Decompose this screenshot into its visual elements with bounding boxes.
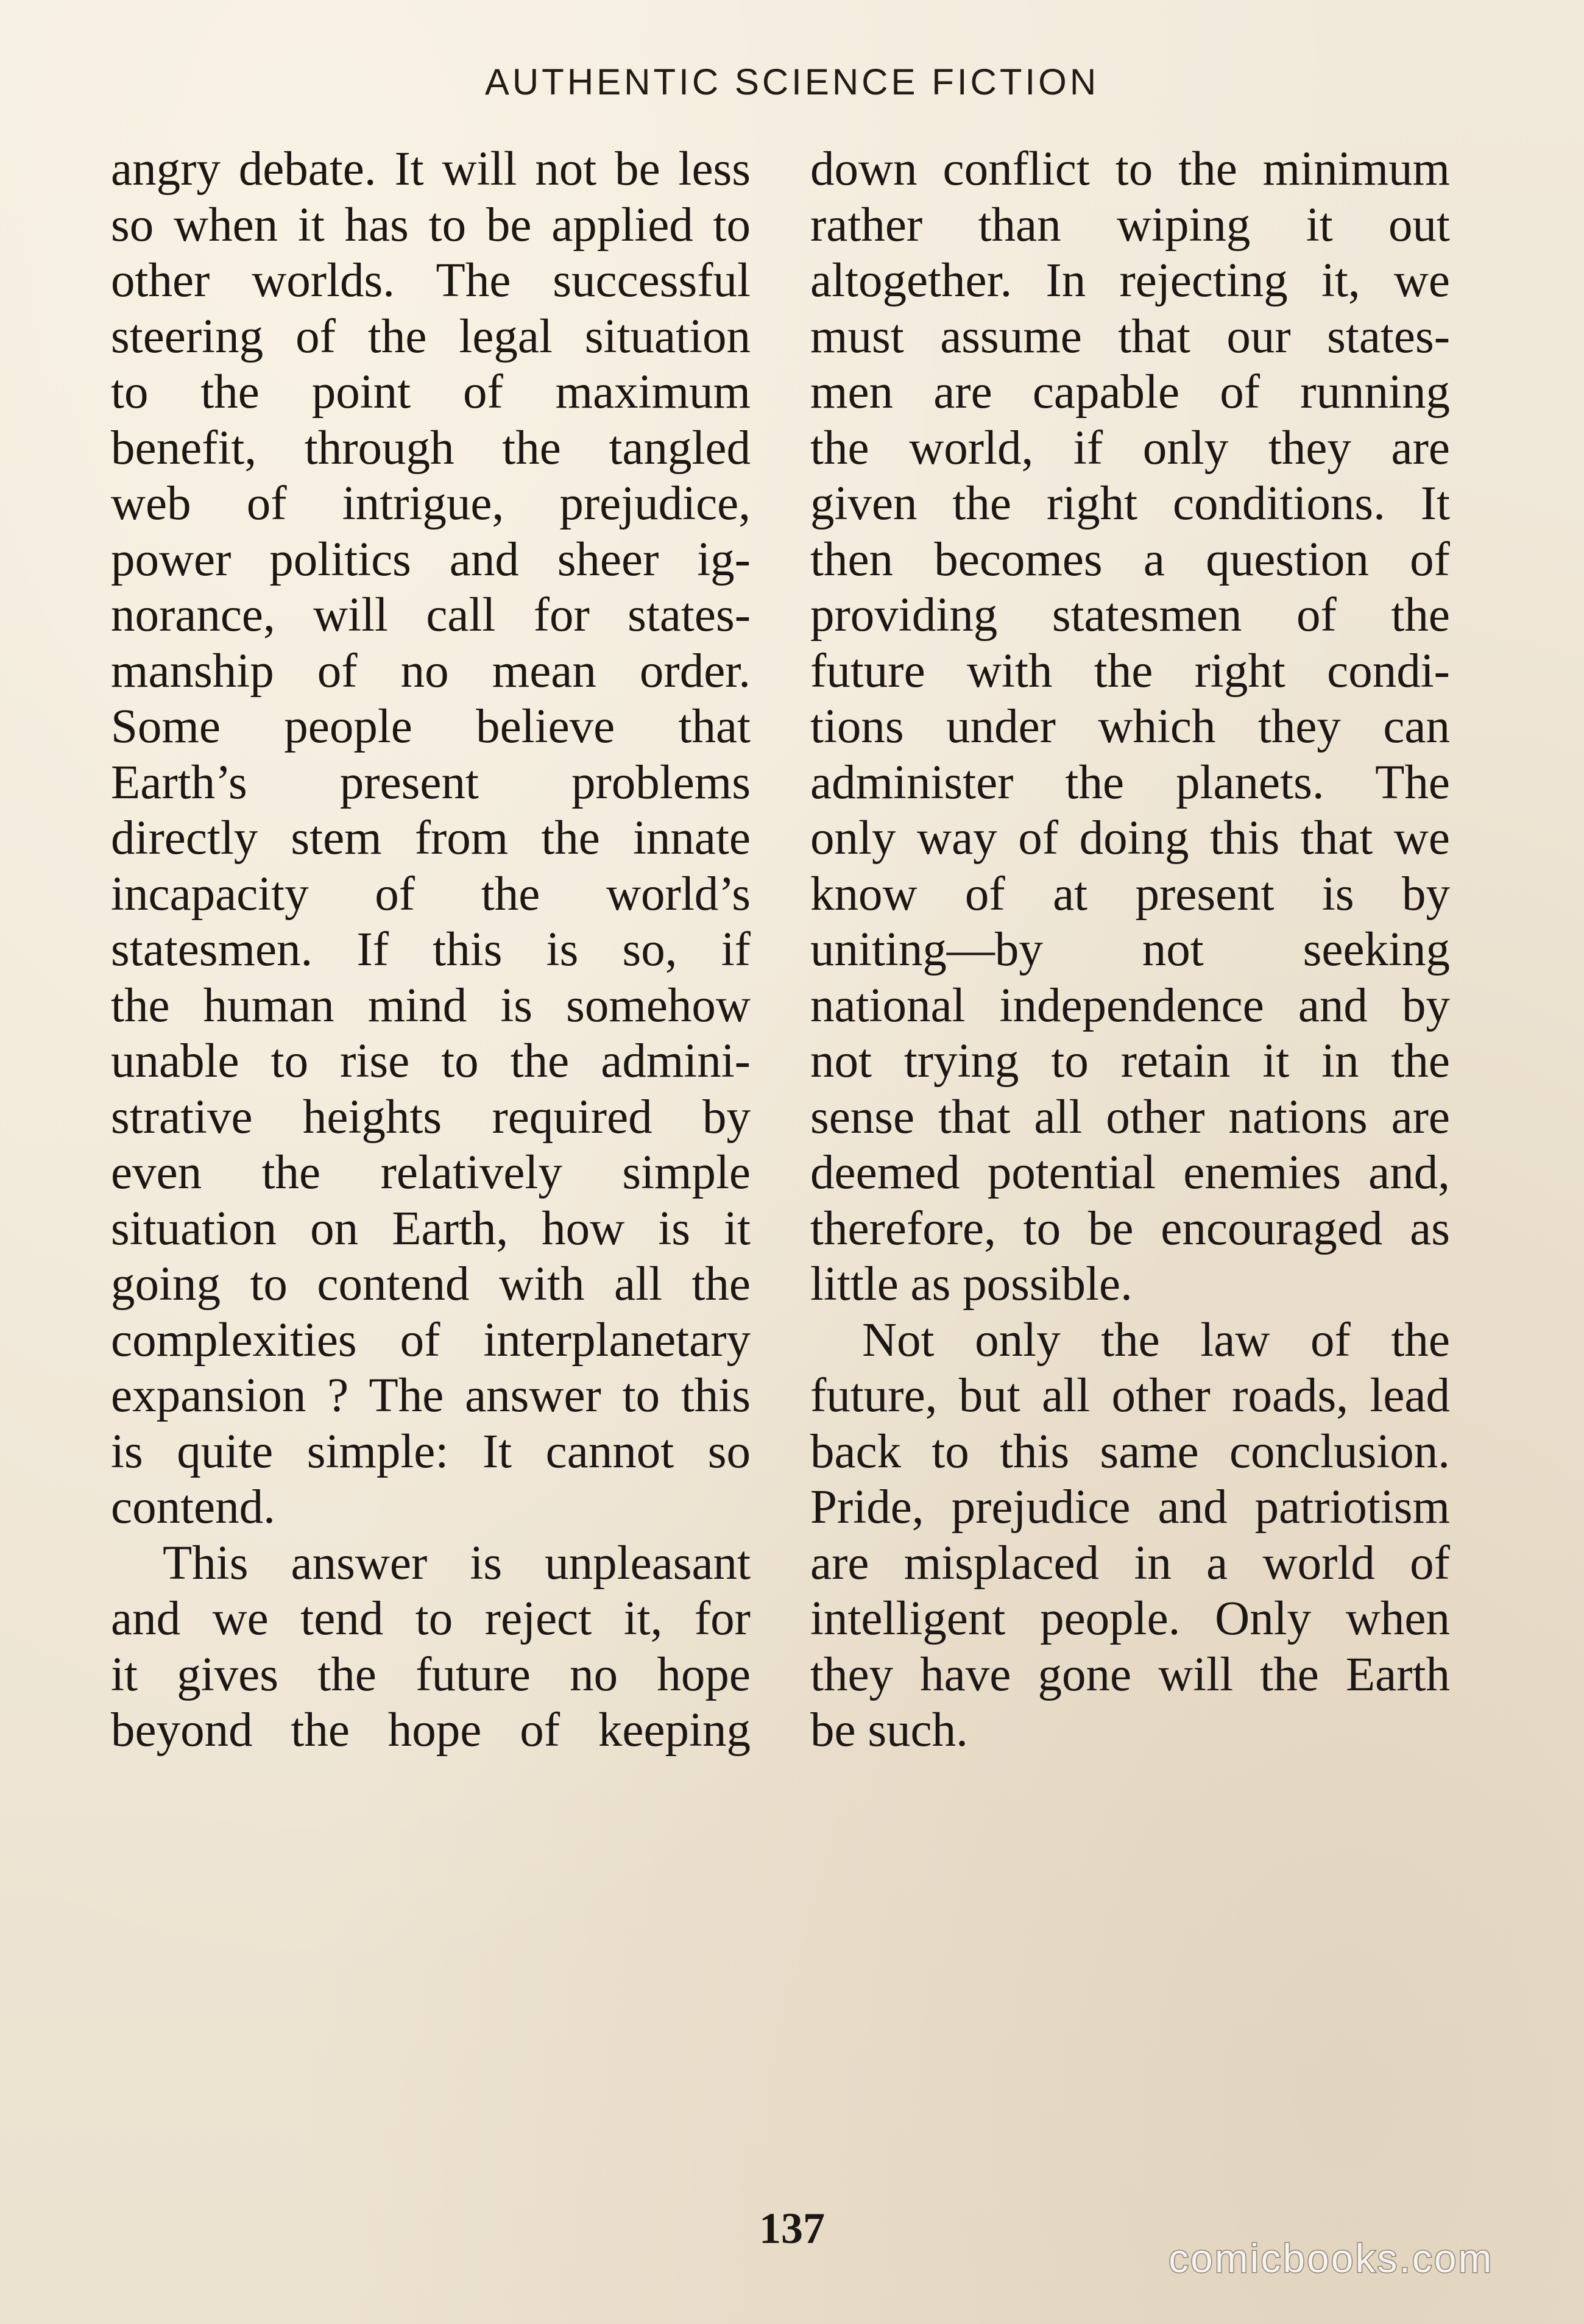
text-line: tions under which they can	[810, 700, 1450, 753]
text-line: it gives the future no hope	[111, 1648, 751, 1701]
paragraph-start-line: Not only the law of the	[862, 1313, 1450, 1367]
text-line: rather than wiping it out	[810, 198, 1450, 252]
text-line: altogether. In rejecting it, we	[810, 254, 1450, 307]
text-line: statesmen. If this is so, if	[111, 923, 751, 976]
text-line: the world, if only they are	[810, 421, 1450, 475]
text-line: beyond the hope of keeping	[111, 1704, 751, 1757]
text-line: unable to rise to the admini-	[111, 1035, 751, 1088]
text-line: future, but all other roads, lead	[810, 1369, 1450, 1422]
text-line: steering of the legal situation	[111, 310, 751, 363]
right-text-column	[810, 141, 1450, 1759]
left-text-column	[111, 141, 751, 1759]
text-line: are misplaced in a world of	[810, 1536, 1450, 1590]
text-line: web of intrigue, prejudice,	[111, 477, 751, 530]
text-line: Pride, prejudice and patriotism	[810, 1481, 1450, 1534]
text-line: complexities of interplanetary	[111, 1313, 751, 1367]
text-line: and we tend to reject it, for	[111, 1592, 751, 1645]
text-line: therefore, to be encouraged as	[810, 1202, 1450, 1255]
text-line: intelligent people. Only when	[810, 1592, 1450, 1645]
running-title: AUTHENTIC SCIENCE FICTION	[484, 62, 1100, 102]
text-line: norance, will call for states-	[111, 589, 751, 642]
text-line: administer the planets. The	[810, 756, 1450, 809]
text-line: men are capable of running	[810, 366, 1450, 419]
text-line: directly stem from the innate	[111, 812, 751, 865]
text-line: then becomes a question of	[810, 533, 1450, 586]
text-line: Some people believe that	[111, 700, 751, 753]
text-line: Earth’s present problems	[111, 756, 751, 809]
text-line: situation on Earth, how is it	[111, 1202, 751, 1255]
text-line: strative heights required by	[111, 1090, 751, 1144]
text-line: national independence and by	[810, 979, 1450, 1032]
text-line: so when it has to be applied to	[111, 198, 751, 252]
text-line: not trying to retain it in the	[810, 1035, 1450, 1088]
text-line: to the point of maximum	[111, 366, 751, 419]
text-line: expansion ? The answer to this	[111, 1369, 751, 1422]
text-line: angry debate. It will not be less	[111, 143, 751, 196]
text-line: back to this same conclusion.	[810, 1425, 1450, 1478]
watermark-logo: comicbooks.com	[1169, 2236, 1494, 2281]
paragraph-end-line: be such.	[810, 1704, 968, 1757]
text-line: the human mind is somehow	[111, 979, 751, 1032]
text-line: only way of doing this that we	[810, 812, 1450, 865]
text-line: future with the right condi-	[810, 644, 1450, 698]
text-line: uniting—by not seeking	[810, 923, 1450, 976]
text-line: they have gone will the Earth	[810, 1648, 1450, 1701]
text-line: even the relatively simple	[111, 1146, 751, 1199]
paragraph-end-line: contend.	[111, 1481, 275, 1534]
text-line: other worlds. The successful	[111, 254, 751, 307]
text-line: is quite simple: It cannot so	[111, 1425, 751, 1478]
page-number: 137	[759, 2204, 825, 2253]
text-line: must assume that our states-	[810, 310, 1450, 363]
text-line: going to contend with all the	[111, 1258, 751, 1311]
text-line: incapacity of the world’s	[111, 867, 751, 921]
text-line: deemed potential enemies and,	[810, 1146, 1450, 1199]
text-line: down conflict to the minimum	[810, 143, 1450, 196]
text-line: given the right conditions. It	[810, 477, 1450, 530]
text-line: know of at present is by	[810, 867, 1450, 921]
text-line: power politics and sheer ig-	[111, 533, 751, 586]
paragraph-start-line: This answer is unpleasant	[163, 1536, 751, 1590]
text-line: sense that all other nations are	[810, 1090, 1450, 1144]
text-line: providing statesmen of the	[810, 589, 1450, 642]
text-line: benefit, through the tangled	[111, 421, 751, 475]
paragraph-end-line: little as possible.	[810, 1258, 1133, 1311]
text-line: manship of no mean order.	[111, 644, 751, 698]
